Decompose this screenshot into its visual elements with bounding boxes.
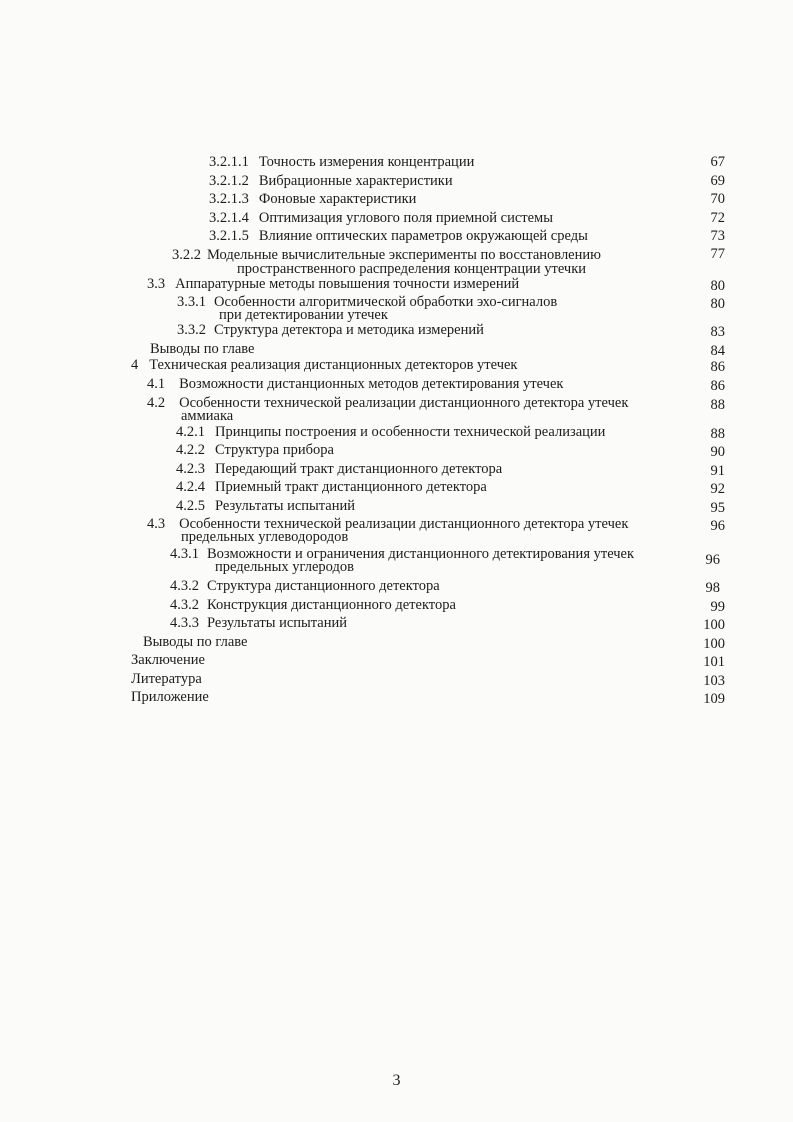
toc-entry-page: 80: [710, 277, 725, 294]
toc-entry: [0, 498, 793, 517]
toc-entry-title: Заключение: [131, 652, 205, 668]
toc-entry: [0, 597, 793, 616]
table-of-contents: [0, 154, 793, 708]
toc-entry: [0, 154, 793, 173]
toc-entry-page: 96: [710, 518, 725, 534]
toc-entry: [0, 395, 793, 424]
toc-entry-title: Точность измерения концентрации: [258, 154, 475, 170]
toc-entry-title: Структура прибора: [215, 442, 334, 458]
toc-entry-number: 4.2.5: [176, 497, 205, 514]
toc-entry-title: Приемный тракт дистанционного детектора: [215, 479, 487, 495]
toc-entry-title-continued: предельных углеродов: [215, 559, 354, 575]
toc-entry: [0, 546, 793, 578]
toc-entry-number: 4.3.3: [170, 615, 199, 631]
toc-entry-title: Литература: [131, 670, 202, 687]
toc-entry-number: 4.2.1: [176, 423, 205, 440]
toc-entry-number: 3.3: [147, 275, 166, 292]
toc-entry-title: Результаты испытаний: [207, 615, 348, 631]
toc-entry-page: 99: [710, 598, 725, 615]
toc-entry: [0, 191, 793, 210]
toc-entry-number: 4.3: [147, 516, 166, 532]
toc-entry-page: 109: [703, 691, 725, 707]
toc-entry: [0, 276, 793, 295]
toc-entry-page: 86: [710, 359, 725, 375]
toc-entry-title: Возможности и ограничения дистанционного детектирования утечек: [207, 546, 635, 562]
toc-entry-number: 4.3.2: [170, 578, 199, 594]
toc-entry-page: 100: [703, 617, 725, 633]
toc-entry: [0, 357, 793, 376]
toc-entry-title: Техническая реализация дистанционных детекторов утечек: [149, 357, 518, 373]
toc-entry-number: 3.2.1.2: [209, 172, 249, 189]
toc-entry-title: Структура детектора и методика измерений: [214, 322, 484, 338]
toc-entry: [0, 247, 793, 276]
toc-entry-title: Приложение: [131, 689, 209, 705]
toc-entry: [0, 442, 793, 461]
page-number: 3: [392, 1072, 401, 1089]
toc-entry-page: 88: [710, 425, 725, 442]
toc-entry-page: 70: [710, 191, 725, 207]
toc-entry-number: 4.2.4: [176, 479, 205, 495]
toc-entry-number: 3.2.2: [172, 246, 201, 263]
toc-entry-title: Фоновые характеристики: [258, 191, 417, 207]
toc-entry-page: 90: [710, 444, 725, 460]
toc-entry-title: Аппаратурные методы повышения точности измерений: [175, 275, 520, 292]
toc-entry-number: 4.1: [147, 376, 166, 392]
toc-entry-title: Вибрационные характеристики: [258, 172, 453, 189]
toc-entry-page: 69: [710, 172, 725, 189]
toc-entry: [0, 578, 793, 597]
toc-entry-title: Особенности технической реализации дистанционного детектора утечек: [179, 394, 629, 411]
toc-entry: [0, 671, 793, 690]
toc-entry-title: Модельные вычислительные эксперименты по восстановлению: [207, 246, 601, 263]
toc-entry-number: 3.3.2: [177, 322, 206, 338]
toc-entry-page: 77: [710, 245, 725, 262]
toc-entry: [0, 689, 793, 708]
toc-entry-number: 4.3.1: [170, 546, 199, 562]
toc-entry-title: Оптимизация углового поля приемной системы: [258, 209, 553, 226]
toc-entry-title: Особенности технической реализации дистанционного детектора утечек: [179, 516, 629, 532]
toc-entry-page: 80: [710, 296, 725, 312]
toc-entry-title: Выводы по главе: [150, 341, 255, 357]
toc-entry-number: 3.2.1.1: [209, 154, 249, 170]
toc-entry-page: 88: [710, 396, 725, 413]
toc-entry-page: 91: [710, 462, 725, 479]
toc-entry-title: Выводы по главе: [143, 633, 248, 650]
toc-entry: [0, 652, 793, 671]
toc-entry-number: 4: [131, 357, 139, 373]
toc-entry-number: 3.2.1.5: [209, 228, 249, 244]
toc-entry-page: 100: [703, 635, 725, 652]
toc-entry: [0, 322, 793, 341]
toc-entry-page: 73: [710, 228, 725, 244]
toc-entry-number: 4.3.2: [170, 596, 199, 613]
toc-entry-number: 3.2.1.3: [209, 191, 249, 207]
toc-entry-title: Принципы построения и особенности технической реализации: [215, 423, 606, 440]
toc-entry-number: 3.3.1: [177, 294, 206, 310]
toc-entry-title-continued: аммиака: [181, 407, 234, 424]
toc-entry: [0, 294, 793, 322]
toc-entry-title-continued: при детектировании утечек: [219, 307, 388, 323]
toc-entry: [0, 479, 793, 498]
toc-entry: [0, 228, 793, 247]
toc-entry-title: Влияние оптических параметров окружающей среды: [258, 228, 588, 244]
toc-entry: [0, 461, 793, 480]
toc-entry-page: 103: [703, 672, 725, 689]
toc-entry-page: 98: [705, 580, 720, 596]
toc-entry-number: 4.2.2: [176, 442, 205, 458]
toc-entry-title: Структура дистанционного детектора: [207, 578, 440, 594]
toc-entry-number: 4.2: [147, 394, 166, 411]
toc-entry-title: Возможности дистанционных методов детектирования утечек: [179, 376, 564, 392]
toc-entry-number: 4.2.3: [176, 460, 205, 477]
toc-entry-title: Конструкция дистанционного детектора: [207, 596, 456, 613]
toc-entry-title: Особенности алгоритмической обработки эхо-сигналов: [214, 294, 558, 310]
toc-entry-page: 95: [710, 499, 725, 516]
toc-entry-page: 83: [710, 324, 725, 340]
toc-entry-title: Передающий тракт дистанционного детектора: [215, 460, 503, 477]
toc-entry: [0, 376, 793, 395]
toc-entry-page: 84: [710, 343, 725, 359]
toc-entry-page: 92: [710, 481, 725, 497]
toc-entry-title-continued: предельных углеводородов: [181, 529, 349, 545]
toc-entry-page: 67: [710, 154, 725, 170]
toc-entry-page: 101: [703, 654, 725, 670]
toc-entry: [0, 615, 793, 634]
toc-entry-page: 96: [705, 552, 720, 568]
toc-entry-number: 3.2.1.4: [209, 209, 249, 226]
toc-entry-page: 72: [710, 209, 725, 226]
toc-entry-title-continued: пространственного распределения концентрации утечки: [237, 260, 587, 277]
toc-entry-page: 86: [710, 378, 725, 394]
toc-entry-title: Результаты испытаний: [215, 497, 356, 514]
toc-entry: [0, 341, 793, 357]
toc-entry: [0, 516, 793, 546]
toc-entry: [0, 634, 793, 653]
toc-entry: [0, 173, 793, 192]
toc-entry: [0, 210, 793, 229]
toc-entry: [0, 424, 793, 443]
